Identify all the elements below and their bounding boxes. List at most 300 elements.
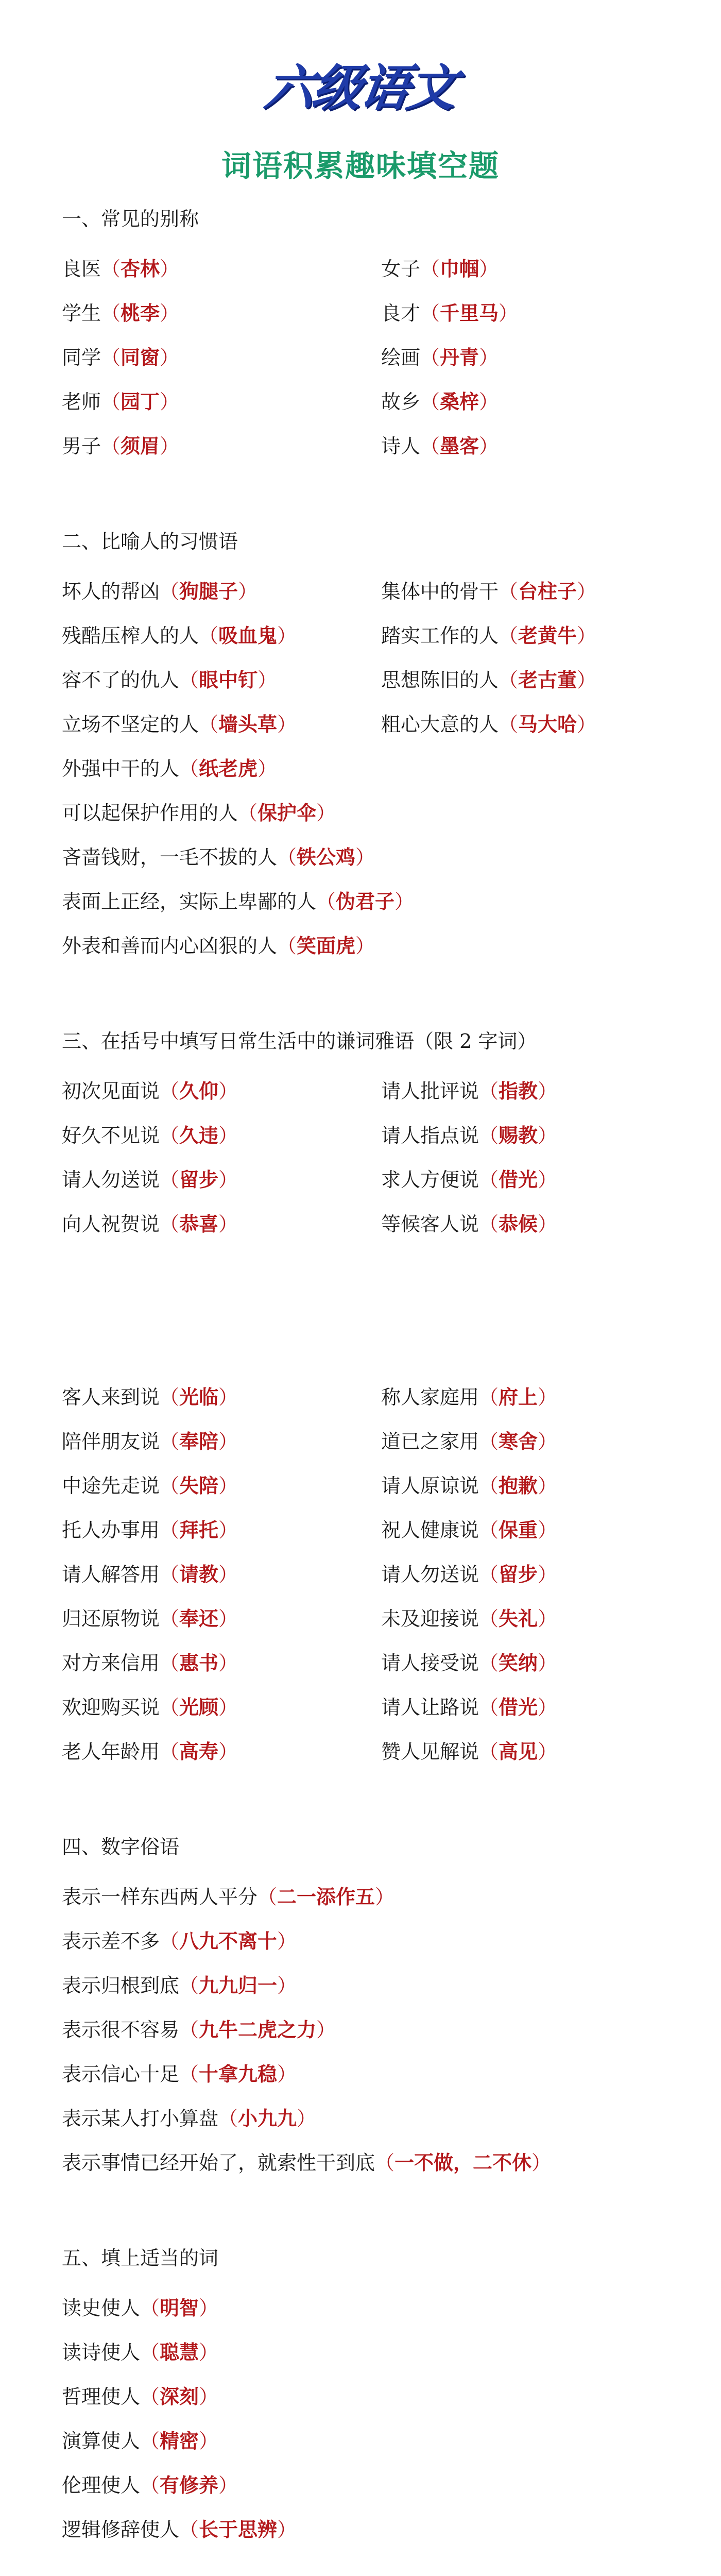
section-4 (62, 1375, 680, 1774)
list-item (62, 2330, 680, 2375)
item-list (62, 2286, 680, 2552)
item-answer: 巾帼 (440, 257, 479, 280)
open-paren: （ (140, 2385, 160, 2408)
list-item (62, 614, 381, 658)
list-item (62, 702, 381, 747)
list-item (62, 1069, 381, 1113)
open-paren: （ (499, 713, 519, 736)
item-question: 表示差不多 (62, 1930, 160, 1953)
list-item (62, 1685, 381, 1730)
open-paren: （ (179, 2063, 199, 2086)
close-paren: ） (277, 713, 297, 736)
item-question: 表示一样东西两人平分 (62, 1886, 258, 1908)
item-answer: 高寿 (179, 1740, 219, 1763)
item-question: 表面上正经，实际上卑鄙的人 (62, 890, 317, 913)
item-question: 学生 (62, 302, 101, 325)
close-paren: ） (218, 1475, 238, 1497)
item-question: 客人来到说 (62, 1386, 160, 1409)
item-answer: 深刻 (160, 2385, 199, 2408)
open-paren: （ (160, 1430, 180, 1453)
item-answer: 八九不离十 (179, 1929, 278, 1953)
item-answer: 一不做，二不休 (394, 2151, 532, 2174)
close-paren: ） (218, 1696, 238, 1719)
item-question: 请人指点说 (381, 1124, 479, 1147)
item-answer: 墨客 (440, 434, 479, 457)
item-answer: 失陪 (179, 1474, 219, 1497)
list-item (381, 1508, 680, 1552)
item-answer: 马大哈 (518, 713, 577, 736)
item-question: 请人接受说 (381, 1652, 479, 1674)
close-paren: ） (199, 2385, 219, 2408)
list-item (381, 702, 680, 747)
close-paren: ） (531, 2151, 552, 2174)
item-answer: 请教 (179, 1563, 219, 1586)
item-answer: 聪慧 (160, 2341, 199, 2364)
item-answer: 眼中钉 (199, 668, 258, 691)
section-spacer (62, 2185, 680, 2243)
open-paren: （ (479, 1475, 499, 1497)
section-title: 一、常见的别称 (62, 208, 199, 230)
section-5 (62, 1832, 680, 2185)
open-paren: （ (140, 2341, 160, 2364)
close-paren: ） (218, 1607, 238, 1630)
close-paren: ） (199, 2430, 219, 2452)
item-question: 等候客人说 (381, 1213, 479, 1235)
close-paren: ） (277, 2063, 297, 2086)
close-paren: ） (538, 1563, 558, 1586)
close-paren: ） (538, 1740, 558, 1763)
close-paren: ） (277, 624, 297, 647)
list-item (62, 2286, 680, 2330)
section-spacer (62, 1246, 680, 1375)
item-answer: 桃李 (121, 301, 160, 325)
list-item (381, 1375, 680, 1419)
list-item (381, 658, 680, 702)
item-answer: 恭候 (499, 1212, 538, 1235)
open-paren: （ (160, 1519, 180, 1541)
item-question: 读诗使人 (62, 2341, 141, 2364)
item-question: 诗人 (381, 435, 421, 457)
open-paren: （ (479, 1386, 499, 1409)
item-answer: 明智 (160, 2296, 199, 2319)
close-paren: ） (479, 391, 499, 413)
close-paren: ） (316, 2019, 336, 2041)
item-question: 赞人见解说 (381, 1740, 479, 1763)
close-paren: ） (577, 713, 597, 736)
list-item (381, 1202, 680, 1246)
item-answer: 高见 (499, 1740, 538, 1763)
item-answer: 借光 (499, 1168, 538, 1191)
close-paren: ） (538, 1124, 558, 1147)
item-answer: 园丁 (121, 390, 160, 413)
close-paren: ） (218, 1740, 238, 1763)
item-question: 道已之家用 (381, 1430, 479, 1453)
open-paren: （ (160, 1213, 180, 1235)
item-question: 好久不见说 (62, 1124, 160, 1147)
item-answer: 九牛二虎之力 (199, 2018, 317, 2041)
open-paren: （ (160, 580, 180, 603)
item-answer: 小九九 (238, 2107, 297, 2130)
open-paren: （ (179, 1974, 199, 1997)
open-paren: （ (420, 346, 440, 369)
item-question: 请人批评说 (381, 1080, 479, 1103)
list-item (62, 1464, 381, 1508)
open-paren: （ (199, 713, 219, 736)
list-item (62, 2375, 680, 2419)
open-paren: （ (199, 624, 219, 647)
list-item (62, 791, 680, 835)
close-paren: ） (479, 435, 499, 457)
list-item (62, 835, 680, 879)
open-paren: （ (160, 1475, 180, 1497)
section-spacer (62, 468, 680, 526)
close-paren: ） (577, 669, 597, 691)
list-item (381, 1419, 680, 1464)
close-paren: ） (160, 391, 180, 413)
item-answer: 府上 (499, 1385, 538, 1409)
close-paren: ） (538, 1386, 558, 1409)
item-question: 外强中干的人 (62, 757, 180, 780)
item-answer: 奉陪 (179, 1430, 219, 1453)
list-item (62, 2052, 680, 2096)
close-paren: ） (538, 1168, 558, 1191)
list-item (62, 2008, 680, 2052)
item-answer: 失礼 (499, 1607, 538, 1630)
list-item (62, 1919, 680, 1963)
item-answer: 狗腿子 (179, 580, 238, 603)
close-paren: ） (538, 1519, 558, 1541)
close-paren: ） (499, 302, 519, 325)
close-paren: ） (479, 258, 499, 280)
list-item (62, 1419, 381, 1464)
item-answer: 精密 (160, 2429, 199, 2452)
list-item (62, 1158, 381, 1202)
open-paren: （ (499, 580, 519, 603)
close-paren: ） (316, 802, 336, 824)
list-item (62, 658, 381, 702)
section-1 (62, 204, 680, 468)
item-question: 老人年龄用 (62, 1740, 160, 1763)
item-question: 可以起保护作用的人 (62, 802, 238, 824)
list-item (62, 747, 680, 791)
open-paren: （ (160, 1607, 180, 1630)
open-paren: （ (140, 2297, 160, 2319)
item-question: 立场不坚定的人 (62, 713, 199, 736)
open-paren: （ (160, 1124, 180, 1147)
open-paren: （ (499, 669, 519, 691)
item-answer: 千里马 (440, 301, 499, 325)
close-paren: ） (577, 580, 597, 603)
item-question: 容不了的仇人 (62, 669, 180, 691)
section-3 (62, 1026, 680, 1246)
open-paren: （ (277, 935, 297, 957)
section-title: 五、填上适当的词 (62, 2247, 219, 2269)
item-question: 哲理使人 (62, 2385, 141, 2408)
item-answer: 二一添作五 (277, 1885, 375, 1908)
item-answer: 赐教 (499, 1124, 538, 1147)
list-item (62, 1963, 680, 2008)
open-paren: （ (479, 1213, 499, 1235)
item-answer: 光顾 (179, 1696, 219, 1719)
item-question: 表示归根到底 (62, 1974, 180, 1997)
list-item (62, 1730, 381, 1774)
close-paren: ） (218, 1652, 238, 1674)
close-paren: ） (218, 1124, 238, 1147)
list-item (62, 2507, 680, 2552)
close-paren: ） (297, 2107, 317, 2130)
section-6 (62, 2243, 680, 2552)
item-answer: 墙头草 (218, 713, 278, 736)
item-question: 初次见面说 (62, 1080, 160, 1103)
item-question: 欢迎购买说 (62, 1696, 160, 1719)
open-paren: （ (160, 1080, 180, 1103)
close-paren: ） (479, 346, 499, 369)
open-paren: （ (479, 1563, 499, 1586)
list-item (381, 614, 680, 658)
item-question: 中途先走说 (62, 1475, 160, 1497)
item-answer: 笑面虎 (297, 934, 356, 957)
item-question: 绘画 (381, 346, 421, 369)
section-spacer (62, 1774, 680, 1832)
open-paren: （ (140, 2474, 160, 2497)
open-paren: （ (179, 2019, 199, 2041)
open-paren: （ (277, 846, 297, 869)
list-item (381, 1113, 680, 1158)
item-answer: 保护伞 (258, 801, 317, 824)
close-paren: ） (538, 1080, 558, 1103)
close-paren: ） (218, 1430, 238, 1453)
list-item (62, 247, 381, 291)
item-list (62, 1875, 680, 2185)
open-paren: （ (238, 802, 258, 824)
item-answer: 奉还 (179, 1607, 219, 1630)
open-paren: （ (316, 890, 336, 913)
section-spacer (62, 968, 680, 1026)
close-paren: ） (277, 1974, 297, 1997)
list-item (62, 1375, 381, 1419)
list-item (62, 924, 680, 968)
item-question: 演算使人 (62, 2430, 141, 2452)
item-question: 吝啬钱财，一毛不拔的人 (62, 846, 278, 869)
close-paren: ） (218, 1168, 238, 1191)
list-item (381, 1158, 680, 1202)
item-answer: 伪君子 (336, 890, 395, 913)
item-question: 归还原物说 (62, 1607, 160, 1630)
item-question: 逻辑修辞使人 (62, 2518, 180, 2541)
open-paren: （ (179, 757, 199, 780)
close-paren: ） (355, 846, 375, 869)
close-paren: ） (538, 1475, 558, 1497)
item-question: 祝人健康说 (381, 1519, 479, 1541)
list-item (381, 1552, 680, 1597)
close-paren: ） (160, 435, 180, 457)
item-question: 请人勿送说 (381, 1563, 479, 1586)
close-paren: ） (218, 1519, 238, 1541)
worksheet-content (62, 204, 680, 2552)
close-paren: ） (538, 1607, 558, 1630)
close-paren: ） (538, 1430, 558, 1453)
item-answer: 拜托 (179, 1518, 219, 1541)
close-paren: ） (199, 2297, 219, 2319)
list-item (381, 1069, 680, 1113)
item-answer: 久违 (179, 1124, 219, 1147)
item-question: 伦理使人 (62, 2474, 141, 2497)
section-title: 三、在括号中填写日常生活中的谦词雅语（限 2 字词） (62, 1030, 537, 1053)
item-answer: 须眉 (121, 434, 160, 457)
list-item (381, 424, 680, 468)
item-question: 表示事情已经开始了，就索性干到底 (62, 2151, 375, 2174)
item-question: 读史使人 (62, 2297, 141, 2319)
open-paren: （ (160, 1740, 180, 1763)
list-item (381, 335, 680, 380)
open-paren: （ (479, 1168, 499, 1191)
open-paren: （ (101, 258, 121, 280)
open-paren: （ (479, 1519, 499, 1541)
open-paren: （ (218, 2107, 238, 2130)
item-answer: 恭喜 (179, 1212, 219, 1235)
item-question: 集体中的骨干 (381, 580, 499, 603)
item-answer: 指教 (499, 1079, 538, 1103)
list-item (62, 1508, 381, 1552)
item-answer: 纸老虎 (199, 757, 258, 780)
item-question: 思想陈旧的人 (381, 669, 499, 691)
open-paren: （ (160, 1652, 180, 1674)
open-paren: （ (101, 302, 121, 325)
close-paren: ） (538, 1652, 558, 1674)
open-paren: （ (160, 1930, 180, 1953)
list-item (62, 380, 381, 424)
close-paren: ） (218, 1080, 238, 1103)
open-paren: （ (479, 1652, 499, 1674)
list-item (62, 1875, 680, 1919)
open-paren: （ (499, 624, 519, 647)
item-answer: 九九归一 (199, 1974, 278, 1997)
list-item (381, 1597, 680, 1641)
list-item (62, 424, 381, 468)
open-paren: （ (179, 669, 199, 691)
open-paren: （ (420, 391, 440, 413)
item-question: 表示某人打小算盘 (62, 2107, 219, 2130)
close-paren: ） (199, 2341, 219, 2364)
item-answer: 杏林 (121, 257, 160, 280)
item-answer: 十拿九稳 (199, 2062, 278, 2086)
close-paren: ） (277, 1930, 297, 1953)
item-question: 老师 (62, 391, 101, 413)
item-question: 托人办事用 (62, 1519, 160, 1541)
close-paren: ） (258, 669, 278, 691)
item-answer: 保重 (499, 1518, 538, 1541)
open-paren: （ (101, 346, 121, 369)
item-question: 请人解答用 (62, 1563, 160, 1586)
list-item (381, 1730, 680, 1774)
open-paren: （ (479, 1080, 499, 1103)
close-paren: ） (218, 1386, 238, 1409)
item-answer: 留步 (179, 1168, 219, 1191)
open-paren: （ (160, 1563, 180, 1586)
open-paren: （ (375, 2151, 395, 2174)
list-item (62, 569, 381, 614)
list-item (381, 247, 680, 291)
item-answer: 老黄牛 (518, 624, 577, 647)
item-question: 良医 (62, 258, 101, 280)
list-item (62, 1597, 381, 1641)
item-answer: 桑梓 (440, 390, 479, 413)
open-paren: （ (479, 1430, 499, 1453)
section-title: 四、数字俗语 (62, 1836, 180, 1858)
item-answer: 寒舍 (499, 1430, 538, 1453)
close-paren: ） (375, 1886, 395, 1908)
open-paren: （ (479, 1124, 499, 1147)
item-question: 残酷压榨人的人 (62, 624, 199, 647)
section-title: 二、比喻人的习惯语 (62, 530, 238, 553)
open-paren: （ (479, 1740, 499, 1763)
item-question: 良才 (381, 302, 421, 325)
close-paren: ） (160, 258, 180, 280)
list-item (62, 1552, 381, 1597)
item-answer: 光临 (179, 1385, 219, 1409)
item-question: 请人勿送说 (62, 1168, 160, 1191)
close-paren: ） (355, 935, 375, 957)
item-question: 粗心大意的人 (381, 713, 499, 736)
item-question: 未及迎接说 (381, 1607, 479, 1630)
close-paren: ） (218, 1213, 238, 1235)
close-paren: ） (218, 2474, 238, 2497)
item-list (62, 247, 680, 468)
item-question: 表示很不容易 (62, 2019, 180, 2041)
item-question: 故乡 (381, 391, 421, 413)
open-paren: （ (160, 1696, 180, 1719)
list-item (62, 2463, 680, 2507)
item-answer: 借光 (499, 1696, 538, 1719)
list-item (62, 2141, 680, 2185)
open-paren: （ (420, 302, 440, 325)
item-list (62, 569, 680, 968)
item-question: 女子 (381, 258, 421, 280)
item-question: 陪伴朋友说 (62, 1430, 160, 1453)
item-answer: 抱歉 (499, 1474, 538, 1497)
open-paren: （ (479, 1607, 499, 1630)
list-item (62, 291, 381, 335)
close-paren: ） (277, 2518, 297, 2541)
list-item (381, 380, 680, 424)
item-question: 坏人的帮凶 (62, 580, 160, 603)
item-question: 请人原谅说 (381, 1475, 479, 1497)
list-item (381, 1464, 680, 1508)
item-answer: 老古董 (518, 668, 577, 691)
item-question: 外表和善而内心凶狠的人 (62, 935, 278, 957)
open-paren: （ (140, 2430, 160, 2452)
list-item (62, 1202, 381, 1246)
item-answer: 丹青 (440, 346, 479, 369)
list-item (62, 335, 381, 380)
item-question: 称人家庭用 (381, 1386, 479, 1409)
item-answer: 吸血鬼 (218, 624, 278, 647)
item-answer: 久仰 (179, 1079, 219, 1103)
close-paren: ） (160, 346, 180, 369)
item-list (62, 1375, 680, 1774)
item-question: 同学 (62, 346, 101, 369)
open-paren: （ (420, 435, 440, 457)
logo: 六级语文 (261, 59, 459, 117)
open-paren: （ (101, 391, 121, 413)
open-paren: （ (420, 258, 440, 280)
page-title: 词语积累趣味填空题 (221, 148, 500, 183)
item-question: 向人祝贺说 (62, 1213, 160, 1235)
list-item (62, 2096, 680, 2141)
close-paren: ） (238, 580, 258, 603)
list-item (381, 1685, 680, 1730)
close-paren: ） (577, 624, 597, 647)
